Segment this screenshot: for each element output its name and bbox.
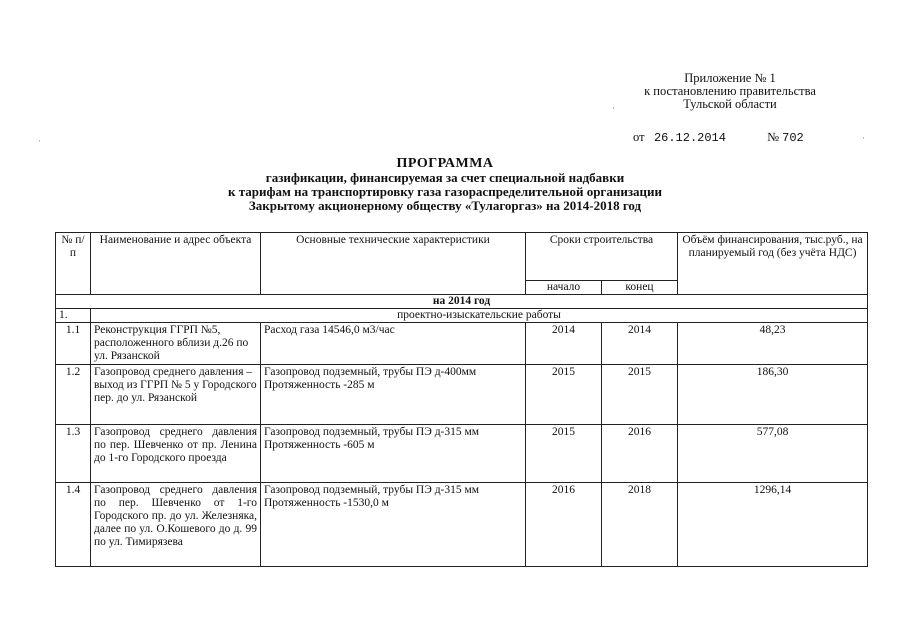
decree-date-line <box>633 130 804 145</box>
program-table <box>55 232 868 567</box>
row-name: Реконструкция ГГРП №5, расположенного вблизи д.26 по ул. Рязанской <box>91 323 261 365</box>
row-name: Газопровод среднего давления по пер. Шевченко от 1-го Городского пр. до ул. Железняка, далее по ул. О.Кошевого до д. 99 по ул. Тимирязева <box>91 483 261 567</box>
row-num: 1.4 <box>56 483 91 567</box>
decree-date: 26.12.2014 <box>653 131 726 145</box>
row-start: 2014 <box>526 323 602 365</box>
table-row <box>56 425 868 483</box>
row-name: Газопровод среднего давления по пер. Шевченко от пр. Ленина до 1-го Городского проезда <box>91 425 261 483</box>
title-main: ПРОГРАММА <box>396 156 494 171</box>
row-tech: Расход газа 14546,0 м3/час <box>261 323 526 365</box>
program-title <box>120 157 770 213</box>
row-start: 2015 <box>526 425 602 483</box>
row-amount: 577,08 <box>678 425 868 483</box>
header-start: начало <box>526 281 602 295</box>
row-tech: Газопровод подземный, трубы ПЭ д-315 мм Протяженность -605 м <box>261 425 526 483</box>
header-end: конец <box>602 281 678 295</box>
table-row <box>56 483 868 567</box>
row-end: 2016 <box>602 425 678 483</box>
row-tech: Газопровод подземный, трубы ПЭ д-400мм Протяженность -285 м <box>261 365 526 425</box>
row-tech: Газопровод подземный, трубы ПЭ д-315 мм Протяженность -1530,0 м <box>261 483 526 567</box>
appendix-line-3: Тульской области <box>683 97 777 111</box>
header-terms: Сроки строительства <box>526 233 678 281</box>
row-num: 1.3 <box>56 425 91 483</box>
decree-number: 702 <box>782 131 804 145</box>
header-tech: Основные технические характеристики <box>261 233 526 295</box>
row-amount: 1296,14 <box>678 483 868 567</box>
date-prefix: от <box>633 130 645 144</box>
appendix-block <box>600 72 860 111</box>
row-start: 2016 <box>526 483 602 567</box>
row-amount: 186,30 <box>678 365 868 425</box>
section-label: проектно-изыскательские работы <box>91 309 868 323</box>
row-end: 2014 <box>602 323 678 365</box>
number-prefix: № <box>767 130 780 144</box>
row-end: 2018 <box>602 483 678 567</box>
header-num: № п/п <box>56 233 91 295</box>
year-label: на 2014 год <box>56 295 868 309</box>
header-finance: Объём финансирования, тыс.руб., на планируемый год (без учёта НДС) <box>678 233 868 295</box>
scan-speck: · <box>38 136 41 146</box>
table-row <box>56 323 868 365</box>
appendix-line-1: Приложение № 1 <box>684 71 776 85</box>
section-num: 1. <box>56 309 91 323</box>
title-line-2: газификации, финансируемая за счет специальной надбавки <box>265 170 625 185</box>
row-num: 1.1 <box>56 323 91 365</box>
title-line-3: к тарифам на транспортировку газа газораспределительной организации <box>227 184 663 199</box>
row-end: 2015 <box>602 365 678 425</box>
scan-speck: · <box>862 133 865 143</box>
row-amount: 48,23 <box>678 323 868 365</box>
row-num: 1.2 <box>56 365 91 425</box>
title-line-4: Закрытому акционерному обществу «Тулагоргаз» на 2014-2018 год <box>248 198 642 213</box>
header-name: Наименование и адрес объекта <box>91 233 261 295</box>
appendix-line-2: к постановлению правительства <box>644 84 816 98</box>
scan-speck: · <box>612 103 615 113</box>
row-start: 2015 <box>526 365 602 425</box>
table-row <box>56 365 868 425</box>
row-name: Газопровод среднего давления – выход из ГГРП № 5 у Городского пер. до ул. Рязанской <box>91 365 261 425</box>
